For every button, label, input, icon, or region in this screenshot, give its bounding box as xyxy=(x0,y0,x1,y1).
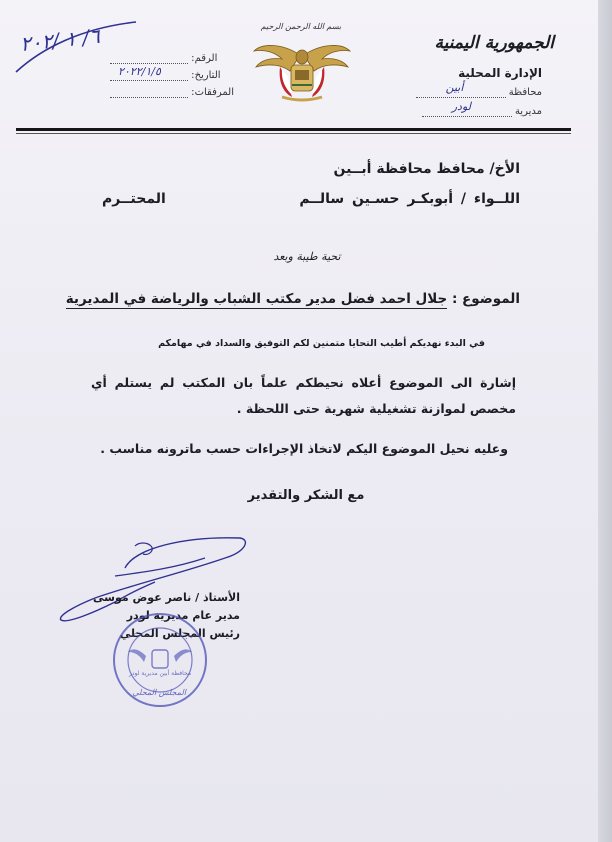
subject-line xyxy=(66,291,520,307)
signatory-name: الأستاذ / ناصر عوض موسى xyxy=(93,591,240,604)
stamp-label: محافظة أبين مديرية لودر xyxy=(128,670,192,677)
eagle-emblem-icon xyxy=(252,37,352,105)
scan-edge xyxy=(598,0,612,842)
district-value: لودر xyxy=(451,100,471,113)
header-rule xyxy=(16,128,571,131)
attachments-label: المرفقات xyxy=(194,87,234,98)
governorate-field xyxy=(416,81,542,98)
body-paragraph: إشارة الى الموضوع أعلاه نحيطكم علماً بان المكتب لم يستلم أي مخصص لموازنة تشغيلية شهرية حتى اللحظة . xyxy=(91,375,516,416)
subject-text: جلال احمد فضل مدير مكتب الشباب والرياضة في المديرية xyxy=(65,291,448,307)
thanks-line: مع الشكر والتقدير xyxy=(247,488,365,503)
header-rule-thin xyxy=(16,133,571,134)
opening-line: في البدء نهديكم أطيب التحايا متمنين لكم التوفيق والسداد في مهامكم xyxy=(158,338,485,349)
signatory-council: رئيس المجلس المحلي xyxy=(119,627,240,640)
republic-title: الجمهورية اليمنية xyxy=(434,33,554,53)
subject-label: الموضوع : xyxy=(451,291,520,307)
district-field xyxy=(422,100,542,117)
basmala: بسم الله الرحمن الرحيم xyxy=(260,22,342,31)
greeting: تحية طيبة وبعد xyxy=(273,250,341,263)
closing-line: وعليه نحيل الموضوع اليكم لاتخاذ الإجراءات حسب ماترونه مناسب . xyxy=(100,441,508,456)
recipient-name: اللــواء / أبوبكـر حسـين سالــم xyxy=(299,191,520,207)
recipient-respected: المحتــرم xyxy=(102,191,166,207)
governorate-label: محافظة xyxy=(508,87,542,98)
ref-field: الرقم: xyxy=(110,53,217,64)
governorate-value: أبين xyxy=(445,81,464,94)
date-value: ٢٠٢٢/١/٥ xyxy=(118,65,161,78)
date-field: التاريخ: ٢٠٢٢/١/٥ xyxy=(110,70,221,81)
handwritten-stroke-icon xyxy=(12,18,142,78)
signatory-position: مدير عام مديرية لودر xyxy=(126,609,240,622)
stamp-text: المجلس المحلي xyxy=(132,688,186,697)
ref-label: الرقم xyxy=(194,53,218,64)
local-admin-title: الإدارة المحلية xyxy=(458,66,542,80)
attachments-field: المرفقات: xyxy=(110,87,234,98)
date-label: التاريخ xyxy=(194,70,221,81)
district-label: مديرية xyxy=(514,106,542,117)
recipient-title: الأخ/ محافظ محافظة أبــين xyxy=(333,161,520,177)
handwritten-note: ٦/ ١ /٢٠٢ xyxy=(18,23,101,57)
